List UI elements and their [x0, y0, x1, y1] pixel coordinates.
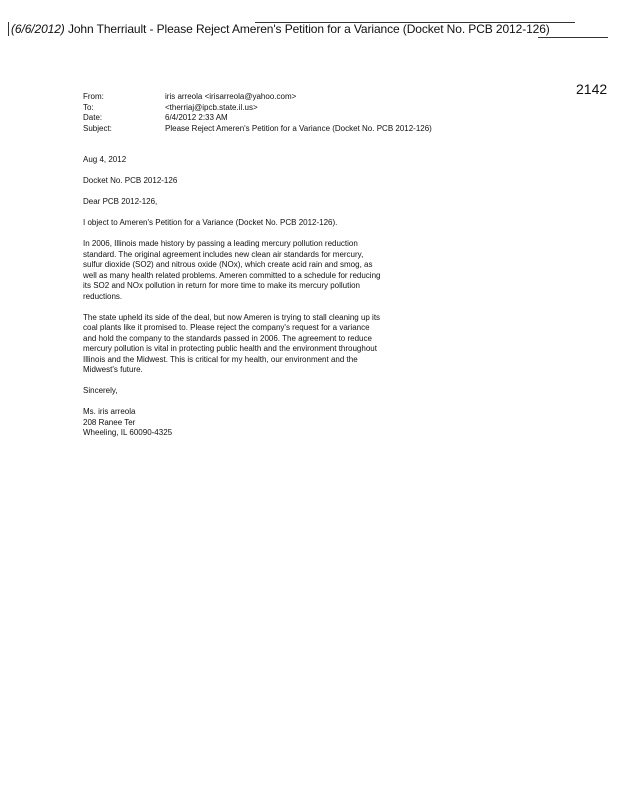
from-label: From: — [83, 92, 104, 101]
signature-street: 208 Ranee Ter — [83, 417, 136, 427]
from-value: iris arreola <irisarreola@yahoo.com> — [165, 92, 297, 101]
letter-salutation: Dear PCB 2012-126, — [83, 197, 158, 206]
letter-paragraph-1: In 2006, Illinois made history by passing a leading mercury pollution reduction standard. The original agreement includes new clean air standards for mercury, sulfur dioxide (SO2) and nitrous oxide (NOx), which create acid rain and smog, as well as many health related problems. Ameren committed to a schedule for reducing its SO2 and NOx pollution in return for more time to make its mercury pollution reductions. — [83, 239, 381, 301]
letter-objection: I object to Ameren's Petition for a Variance (Docket No. PCB 2012-126). — [83, 218, 338, 227]
header-title: John Therriault - Please Reject Ameren's Petition for a Variance (Docket No. PCB 2012-126) — [67, 22, 550, 36]
date-row — [83, 113, 432, 124]
letter-closing: Sincerely, — [83, 386, 118, 395]
letter-date: Aug 4, 2012 — [83, 155, 127, 164]
email-headers — [83, 92, 432, 134]
to-label: To: — [83, 102, 94, 112]
page-number: 2142 — [576, 81, 608, 97]
signature-name: Ms. iris arreola — [83, 407, 136, 416]
signature-city: Wheeling, IL 60090-4325 — [83, 428, 173, 437]
date-label: Date: — [83, 113, 103, 122]
letter-paragraph-2: The state upheld its side of the deal, but now Ameren is trying to stall cleaning up its coal plants like it promised to. Please reject the company's request for a variance and hold the company to the standards passed in 2006. The agreement to reduce mercury pollution is vital in protecting public health and the environment throughout Illinois and the Midwest. This is critical for my health, our environment and the Midwest's future. — [83, 312, 381, 374]
header-rule-right — [538, 37, 608, 38]
signature-block — [83, 407, 383, 439]
subject-label: Subject: — [83, 123, 112, 133]
subject-value: Please Reject Ameren's Petition for a Variance (Docket No. PCB 2012-126) — [165, 123, 432, 133]
from-row — [83, 92, 432, 103]
to-value: <therriaj@ipcb.state.il.us> — [165, 102, 258, 112]
letter-body — [83, 155, 383, 449]
date-value: 6/4/2012 2:33 AM — [165, 113, 228, 122]
header-date: (6/6/2012) — [8, 22, 65, 36]
page-header — [8, 22, 608, 36]
subject-row — [83, 124, 432, 135]
to-row — [83, 103, 432, 114]
letter-docket: Docket No. PCB 2012-126 — [83, 176, 178, 185]
